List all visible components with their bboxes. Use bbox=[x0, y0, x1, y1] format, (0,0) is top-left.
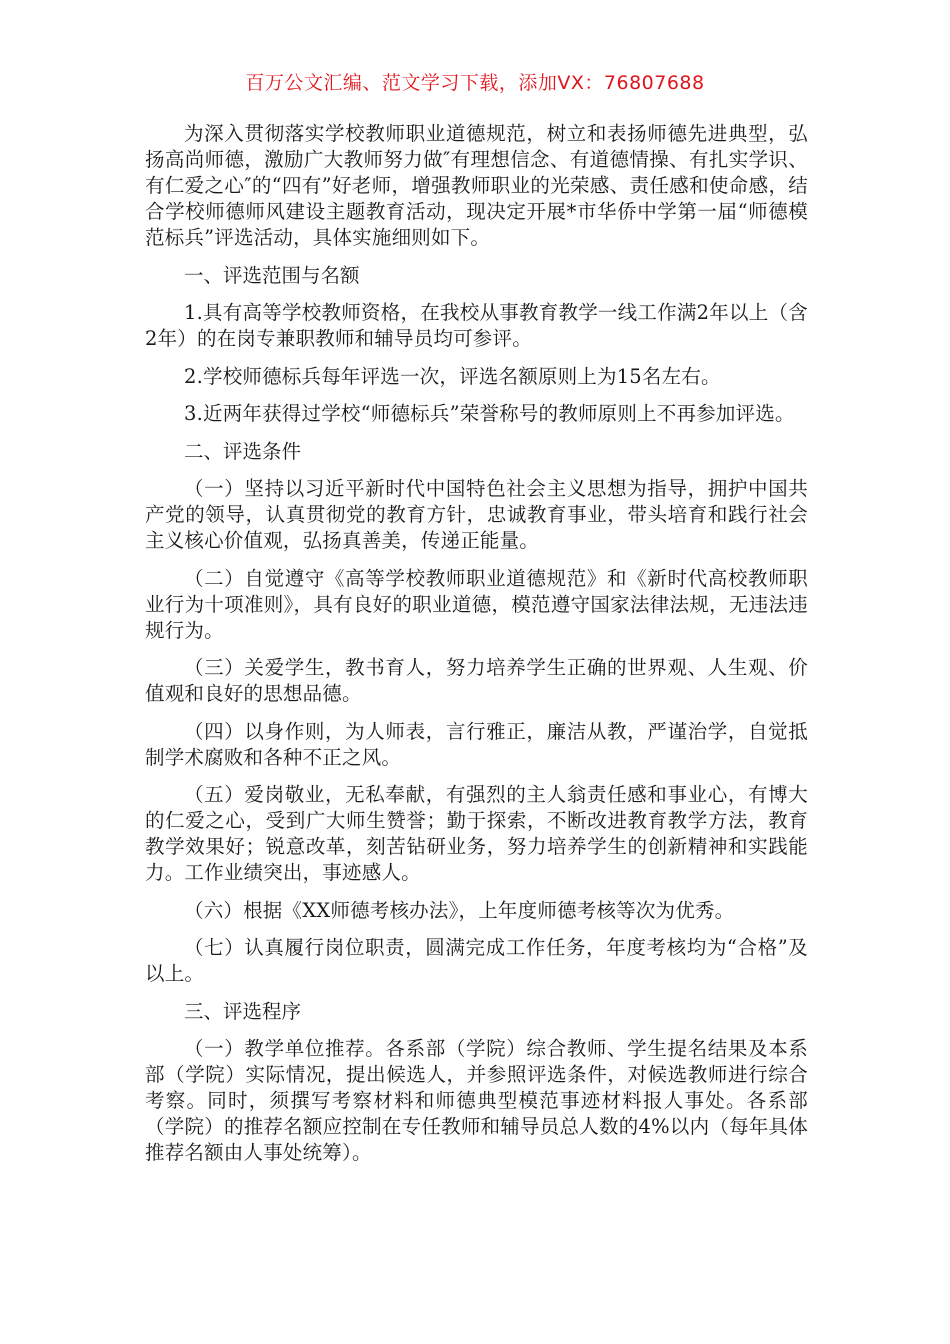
section-3-title: 三、评选程序 bbox=[184, 999, 302, 1023]
section-1-item-1: 1.具有高等学校教师资格，在我校从事教育教学一线工作满2年以上（含2年）的在岗专兼职教师和辅导员均可参评。 bbox=[145, 301, 808, 350]
section-2-item-6: （六）根据《XX师德考核办法》，上年度师德考核等次为优秀。 bbox=[184, 898, 735, 922]
section-2-title: 二、评选条件 bbox=[184, 439, 302, 463]
section-1-item-2: 2.学校师德标兵每年评选一次，评选名额原则上为15名左右。 bbox=[184, 364, 721, 388]
section-2-item-1: （一）坚持以习近平新时代中国特色社会主义思想为指导，拥护中国共产党的领导，认真贯彻党的教育方针，忠诚教育事业，带头培育和践行社会主义核心价值观，弘扬真善美，传递正能量。 bbox=[145, 477, 808, 552]
section-2-item-2: （二）自觉遵守《高等学校教师职业道德规范》和《新时代高校教师职业行为十项准则》，具有良好的职业道德，模范遵守国家法律法规，无违法违规行为。 bbox=[145, 566, 808, 642]
section-2-item-7: （七）认真履行岗位职责，圆满完成工作任务，年度考核均为“合格”及以上。 bbox=[145, 936, 808, 985]
intro-paragraph: 为深入贯彻落实学校教师职业道德规范，树立和表扬师德先进典型，弘扬高尚师德，激励广大教师努力做″有理想信念、有道德情操、有扎实学识、有仁爱之心″的“四有”好老师，增强教师职业的光荣感、责任感和使命感，结合学校师德师风建设主题教育活动，现决定开展*市华侨中学第一届“师德模范标兵”评选活动，具体实施细则如下。 bbox=[145, 122, 808, 249]
section-2-item-4: （四）以身作则，为人师表，言行雅正，廉洁从教，严谨治学，自觉抵制学术腐败和各种不正之风。 bbox=[145, 719, 808, 769]
header-watermark: 百万公文汇编、范文学习下载，添加VX：76807688 bbox=[245, 72, 705, 94]
section-2-item-3: （三）关爱学生，教书育人，努力培养学生正确的世界观、人生观、价值观和良好的思想品德。 bbox=[145, 656, 808, 705]
section-2-item-5: （五）爱岗敬业，无私奉献，有强烈的主人翁责任感和事业心，有博大的仁爱之心，受到广大师生赞誉；勤于探索，不断改进教育教学方法，教育教学效果好；锐意改革，刻苦钻研业务，努力培养学生的创新精神和实践能力。工作业绩突出，事迹感人。 bbox=[145, 783, 808, 884]
document-body bbox=[145, 121, 808, 1178]
section-3-item-1: （一）教学单位推荐。各系部（学院）综合教师、学生提名结果及本系部（学院）实际情况，提出候选人，并参照评选条件，对候选教师进行综合考察。同时，须撰写考察材料和师德典型模范事迹材料报人事处。各系部（学院）的推荐名额应控制在专任教师和辅导员总人数的4%以内（每年具体推荐名额由人事处统筹）。 bbox=[145, 1037, 808, 1164]
section-1-item-3: 3.近两年获得过学校“师德标兵”荣誉称号的教师原则上不再参加评选。 bbox=[184, 402, 795, 425]
section-1-title: 一、评选范围与名额 bbox=[184, 263, 360, 287]
